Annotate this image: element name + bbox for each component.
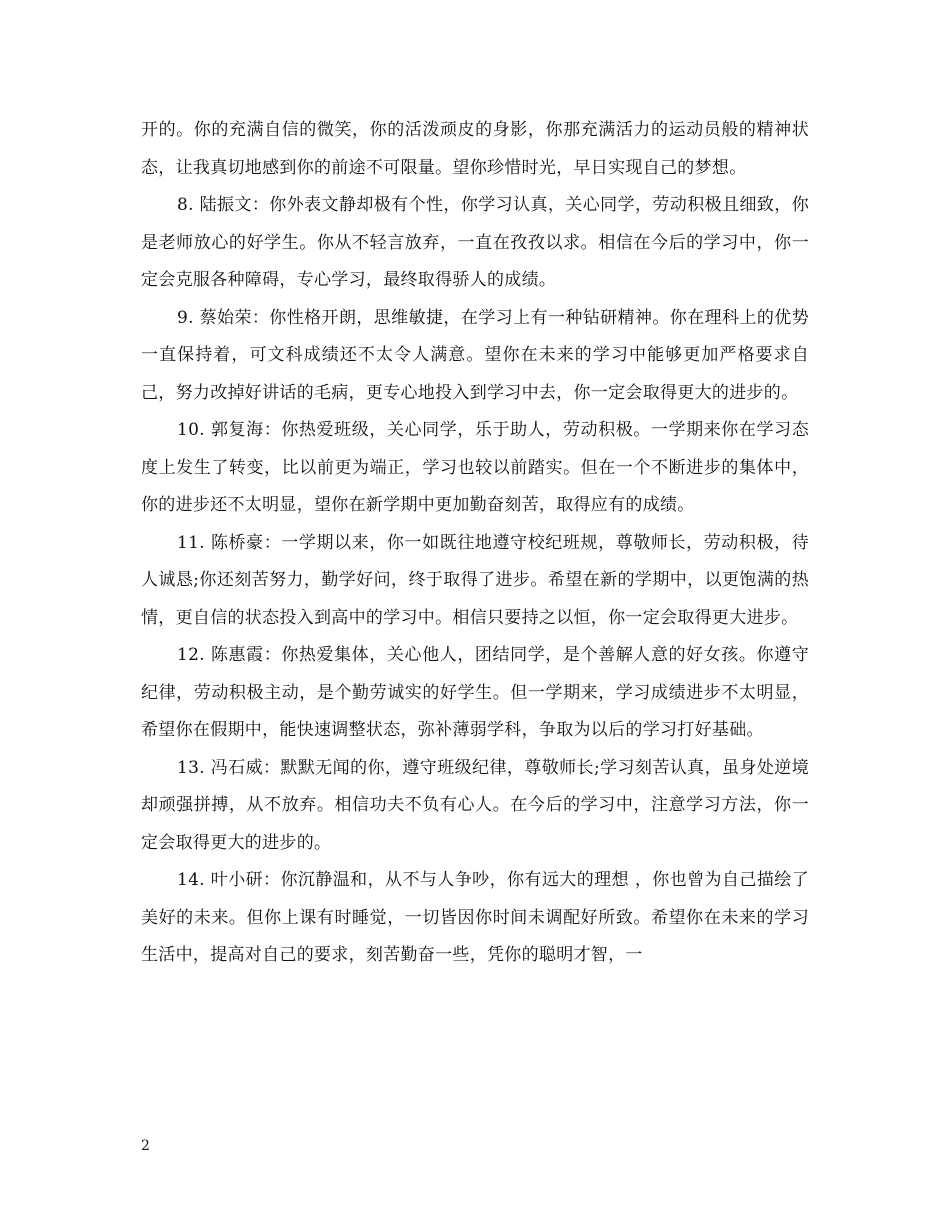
comment-paragraph-14: 14. 叶小研：你沉静温和，从不与人争吵，你有远大的理想 ，你也曾为自己描绘了美好的未来。但你上课有时睡觉，一切皆因你时间未调配好所致。希望你在未来的学习生活中，提高对自己的要求，刻苦勤奋一些，凭你的聪明才智，一 xyxy=(141,870,809,965)
comment-paragraph-12: 12. 陈惠霞：你热爱集体，关心他人，团结同学，是个善解人意的好女孩。你遵守纪律，劳动积极主动，是个勤劳诚实的好学生。但一学期来，学习成绩进步不太明显，希望你在假期中，能快速调整状态，弥补薄弱学科，争取为以后的学习打好基础。 xyxy=(141,645,809,740)
comment-paragraph-10: 10. 郭复海：你热爱班级，关心同学，乐于助人，劳动积极。一学期来你在学习态度上发生了转变，比以前更为端正，学习也较以前踏实。但在一个不断进步的集体中，你的进步还不太明显，望你在新学期中更加勤奋刻苦，取得应有的成绩。 xyxy=(141,420,809,515)
comment-paragraph-11: 11. 陈桥豪：一学期以来，你一如既往地遵守校纪班规，尊敬师长，劳动积极，待人诚恳;你还刻苦努力，勤学好问，终于取得了进步。希望在新的学期中，以更饱满的热情，更自信的状态投入到高中的学习中。相信只要持之以恒，你一定会取得更大进步。 xyxy=(141,532,809,628)
paragraph-continued: 开的。你的充满自信的微笑，你的活泼顽皮的身影，你那充满活力的运动员般的精神状态，让我真切地感到你的前途不可限量。望你珍惜时光，早日实现自己的梦想。 xyxy=(141,120,809,178)
document-body xyxy=(141,112,809,975)
comment-paragraph-13: 13. 冯石威：默默无闻的你，遵守班级纪律，尊敬师长;学习刻苦认真，虽身处逆境却顽强拼搏，从不放弃。相信功夫不负有心人。在今后的学习中，注意学习方法，你一定会取得更大的进步的。 xyxy=(141,757,809,853)
comment-paragraph-9: 9. 蔡始荣：你性格开朗，思维敏捷，在学习上有一种钻研精神。你在理科上的优势一直保持着，可文科成绩还不太令人满意。望你在未来的学习中能够更加严格要求自己，努力改掉好讲话的毛病，更专心地投入到学习中去，你一定会取得更大的进步的。 xyxy=(141,307,809,403)
page-number: 2 xyxy=(141,1138,150,1154)
comment-paragraph-8: 8. 陆振文：你外表文静却极有个性，你学习认真，关心同学，劳动积极且细致，你是老师放心的好学生。你从不轻言放弃，一直在孜孜以求。相信在今后的学习中，你一定会克服各种障碍，专心学习，最终取得骄人的成绩。 xyxy=(141,195,809,290)
